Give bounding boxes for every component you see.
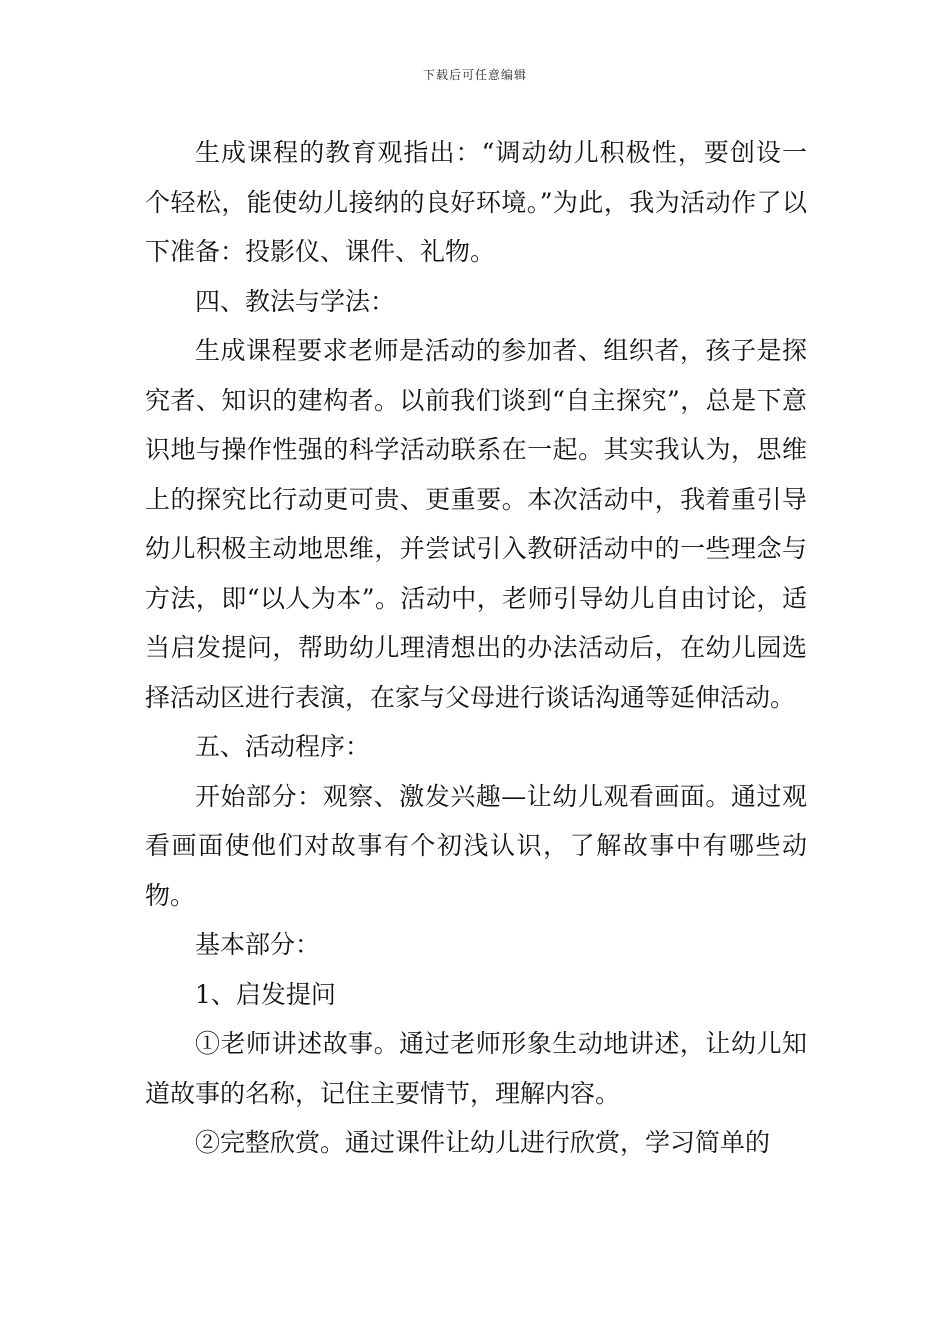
- heading-basic-part: 基本部分：: [195, 930, 321, 959]
- document-body: [145, 128, 807, 1168]
- heading-activity-procedure: 五、活动程序：: [195, 732, 371, 761]
- paragraph-opening-part: 开始部分：观察、激发兴趣—让幼儿观看画面。通过观看画面使他们对故事有个初浅认识，了解故事中有哪些动物。: [145, 781, 807, 910]
- list-item-storytelling: ①老师讲述故事。通过老师形象生动地讲述，让幼儿知道故事的名称，记住主要情节，理解内容。: [145, 1029, 807, 1108]
- list-item-question: 1、启发提问: [195, 979, 336, 1009]
- heading-teaching-methods: 四、教法与学法：: [195, 286, 396, 316]
- paragraph-teaching-methods: 生成课程要求老师是活动的参加者、组织者，孩子是探究者、知识的建构者。以前我们谈到“自主探究”，总是下意识地与操作性强的科学活动联系在一起。其实我认为，思维上的探究比行动更可贵、更重要。本次活动中，我着重引导幼儿积极主动地思维，并尝试引入教研活动中的一些理念与方法，即“以人为本”。活动中，老师引导幼儿自由讨论，适当启发提问，帮助幼儿理清想出的办法活动后，在幼儿园选择活动区进行表演，在家与父母进行谈话沟通等延伸活动。: [145, 336, 807, 712]
- list-item-appreciation: ②完整欣赏。通过课件让幼儿进行欣赏，学习简单的: [195, 1128, 771, 1157]
- page-header: 下载后可任意编辑: [422, 68, 527, 82]
- paragraph-environment: 生成课程的教育观指出：“调动幼儿积极性，要创设一个轻松，能使幼儿接纳的良好环境。”为此，我为活动作了以下准备：投影仪、课件、礼物。: [145, 138, 807, 266]
